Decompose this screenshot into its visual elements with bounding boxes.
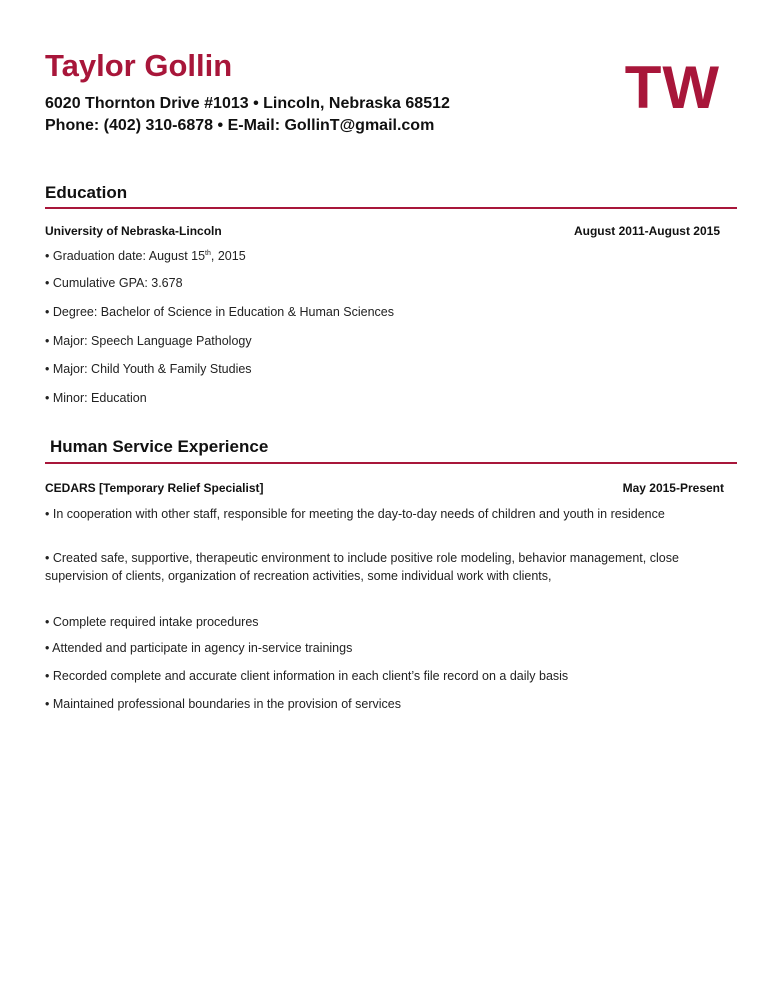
- experience-bullet: • Attended and participate in agency in-service trainings: [45, 641, 353, 655]
- monogram: TW: [624, 54, 720, 121]
- education-bullet: • Minor: Education: [45, 391, 147, 405]
- education-bullet: • Degree: Bachelor of Science in Education & Human Sciences: [45, 305, 395, 319]
- education-bullet: • Major: Child Youth & Family Studies: [45, 362, 252, 376]
- graduation-suffix: , 2015: [210, 249, 246, 264]
- graduation-prefix: • Graduation date: August 15: [45, 249, 206, 264]
- experience-organization: CEDARS [Temporary Relief Specialist]: [45, 481, 264, 495]
- experience-dates: May 2015-Present: [622, 481, 724, 495]
- graduation-superscript: th: [205, 250, 211, 257]
- education-divider: [45, 207, 737, 209]
- experience-divider: [45, 462, 737, 464]
- applicant-name: Taylor Gollin: [45, 48, 233, 83]
- education-bullet-graduation: [45, 245, 725, 265]
- address-line: 6020 Thornton Drive #1013 • Lincoln, Nebraska 68512: [45, 95, 450, 112]
- experience-bullet: • Maintained professional boundaries in the provision of services: [45, 697, 401, 711]
- education-bullet: • Cumulative GPA: 3.678: [45, 276, 183, 290]
- experience-bullet: • Recorded complete and accurate client information in each client’s file record on a daily basis: [45, 669, 569, 683]
- experience-bullet: • Complete required intake procedures: [45, 615, 259, 629]
- education-heading: Education: [45, 183, 128, 202]
- contact-line: Phone: (402) 310-6878 • E-Mail: GollinT@gmail.com: [45, 117, 435, 134]
- education-bullet: • Major: Speech Language Pathology: [45, 334, 252, 348]
- experience-heading: Human Service Experience: [50, 437, 269, 456]
- experience-bullet: • Created safe, supportive, therapeutic environment to include positive role modeling, behavior management, close supervision of clients, organization of recreation activities, some individual work with clients,: [45, 551, 679, 583]
- education-school: University of Nebraska-Lincoln: [45, 224, 222, 238]
- education-dates: August 2011-August 2015: [573, 224, 720, 238]
- experience-bullet: • In cooperation with other staff, responsible for meeting the day-to-day needs of children and youth in residence: [45, 507, 665, 521]
